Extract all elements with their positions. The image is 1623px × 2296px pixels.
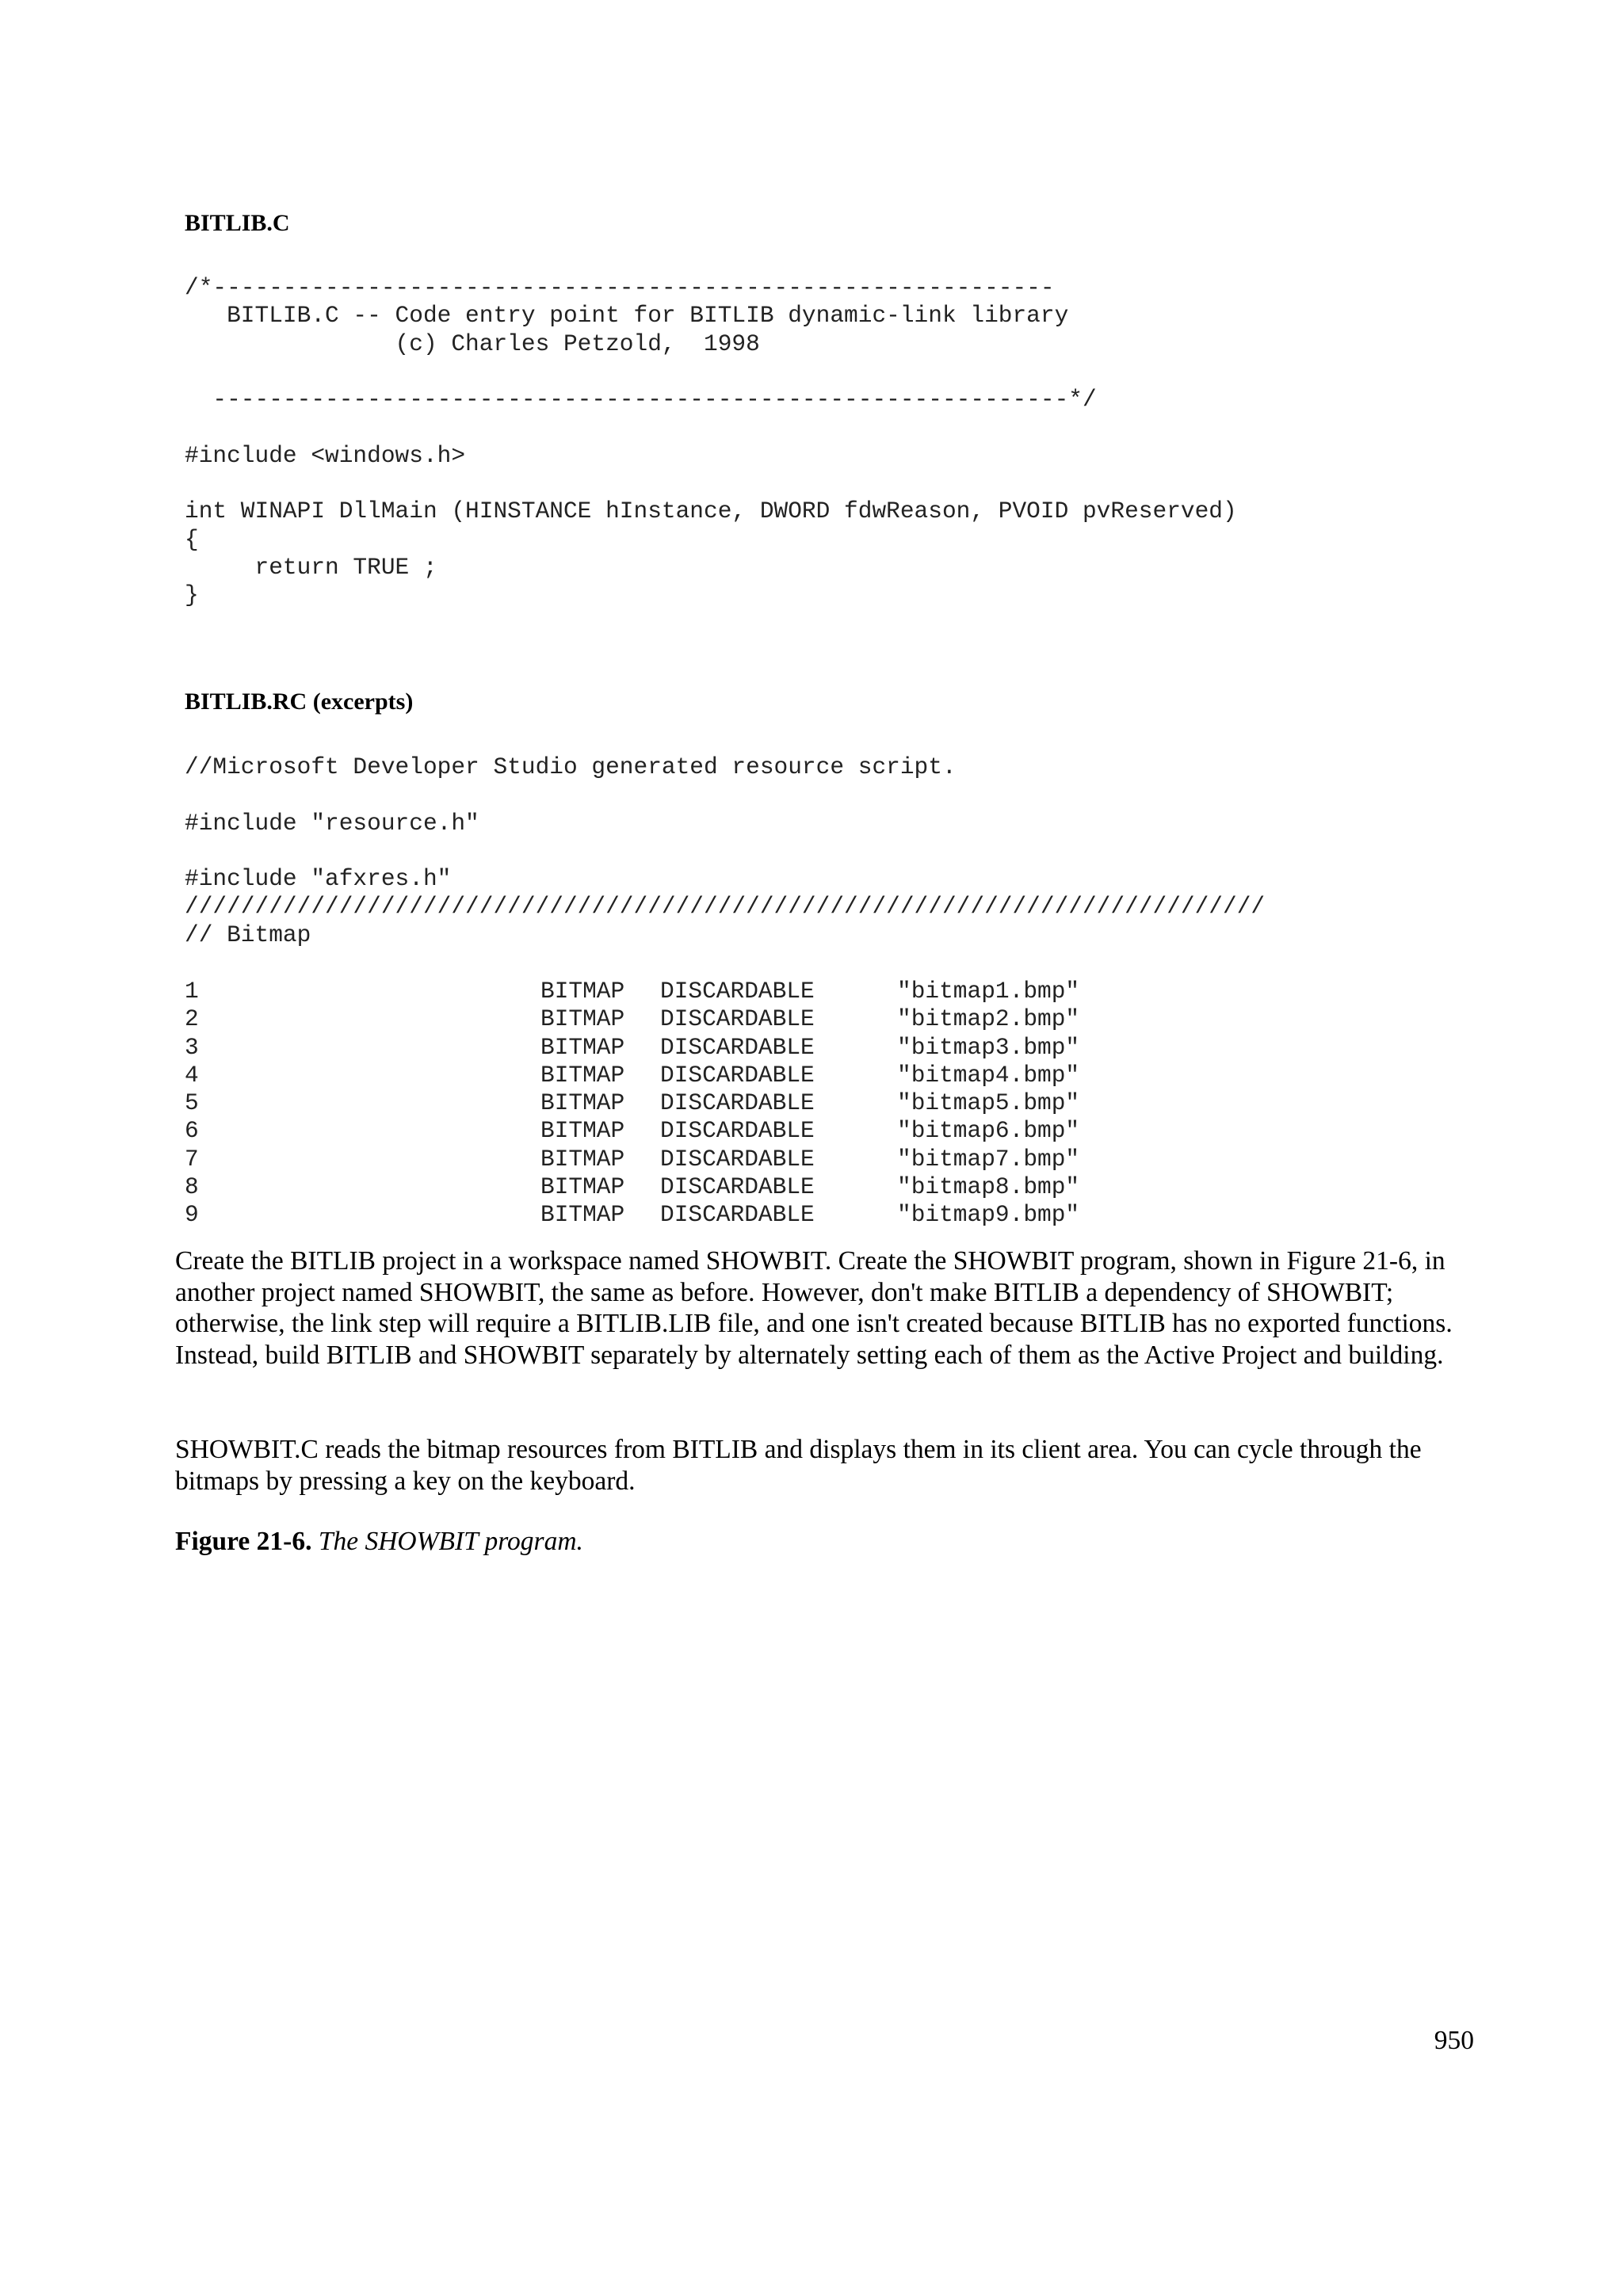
code-line: BITLIB.C -- Code entry point for BITLIB dynamic-link library <box>185 302 1069 330</box>
code-line: #include "resource.h" <box>185 809 479 837</box>
bitmap-id: 3 <box>185 1033 199 1061</box>
bitmap-id: 9 <box>185 1201 199 1229</box>
bitmap-option: DISCARDABLE <box>660 1145 815 1173</box>
bitmap-file: "bitmap4.bmp" <box>897 1061 1080 1089</box>
bitmap-option: DISCARDABLE <box>660 1173 815 1201</box>
code-line: // Bitmap <box>185 921 311 948</box>
bitmap-option: DISCARDABLE <box>660 1201 815 1229</box>
bitmap-id: 6 <box>185 1117 199 1145</box>
bitmap-type: BITMAP <box>540 978 625 1005</box>
code-line <box>185 358 1237 386</box>
bitmap-resource-row <box>185 978 1080 1005</box>
bitmap-resource-row <box>185 1117 1080 1145</box>
bitmap-option: DISCARDABLE <box>660 1033 815 1061</box>
code-line: } <box>185 582 199 609</box>
code-line: #include <windows.h> <box>185 441 466 469</box>
code-line: { <box>185 525 199 553</box>
bitmap-resource-table <box>185 978 1080 1230</box>
code-line <box>185 837 1265 865</box>
code-line <box>185 414 1237 441</box>
bitmap-resource-row <box>185 1005 1080 1033</box>
code-line: ///////////////////////////////////////////////////////////////////////////// <box>185 893 1266 921</box>
bitmap-id: 5 <box>185 1089 199 1117</box>
bitmap-file: "bitmap2.bmp" <box>897 1005 1080 1033</box>
bitlib-c-code-block <box>185 274 1237 610</box>
figure-caption-label: Figure 21-6. <box>175 1527 312 1556</box>
bitmap-resource-row <box>185 1173 1080 1201</box>
bitmap-id: 4 <box>185 1061 199 1089</box>
body-paragraph: Create the BITLIB project in a workspace named SHOWBIT. Create the SHOWBIT program, shown in Figure 21-6, in another project named SHOWBIT, the same as before. However, don't make BITLIB a dependency of SHOWBIT; otherwise, the link step will require a BITLIB.LIB file, and one isn't created because BITLIB has no exported functions. Instead, build BITLIB and SHOWBIT separately by alternately setting each of them as the Active Project and building. <box>175 1246 1453 1370</box>
code-line: //Microsoft Developer Studio generated resource script. <box>185 753 957 780</box>
bitmap-option: DISCARDABLE <box>660 1061 815 1089</box>
bitmap-file: "bitmap7.bmp" <box>897 1145 1080 1173</box>
bitmap-type: BITMAP <box>540 1005 625 1033</box>
bitmap-file: "bitmap8.bmp" <box>897 1173 1080 1201</box>
bitmap-file: "bitmap3.bmp" <box>897 1033 1080 1061</box>
bitlib-rc-heading: BITLIB.RC (excerpts) <box>185 688 414 715</box>
body-paragraph: SHOWBIT.C reads the bitmap resources from BITLIB and displays them in its client area. You can cycle through the bitmaps by pressing a key on the keyboard. <box>175 1435 1422 1496</box>
bitmap-type: BITMAP <box>540 1145 625 1173</box>
bitmap-option: DISCARDABLE <box>660 1089 815 1117</box>
figure-caption-title: The SHOWBIT program. <box>318 1527 583 1556</box>
bitmap-type: BITMAP <box>540 1089 625 1117</box>
page-number: 950 <box>1434 2026 1474 2055</box>
bitmap-file: "bitmap6.bmp" <box>897 1117 1080 1145</box>
bitmap-file: "bitmap1.bmp" <box>897 978 1080 1005</box>
bitmap-id: 2 <box>185 1005 199 1033</box>
bitmap-resource-row <box>185 1145 1080 1173</box>
figure-caption <box>175 1526 583 1558</box>
bitmap-option: DISCARDABLE <box>660 1005 815 1033</box>
bitmap-option: DISCARDABLE <box>660 1117 815 1145</box>
bitlib-rc-code-block <box>185 753 1265 949</box>
code-line: (c) Charles Petzold, 1998 <box>185 330 760 357</box>
bitmap-file: "bitmap9.bmp" <box>897 1201 1080 1229</box>
code-line: -------------------------------------------------------------*/ <box>185 386 1097 414</box>
bitmap-type: BITMAP <box>540 1061 625 1089</box>
bitmap-file: "bitmap5.bmp" <box>897 1089 1080 1117</box>
bitmap-type: BITMAP <box>540 1033 625 1061</box>
bitmap-resource-row <box>185 1201 1080 1229</box>
bitmap-resource-row <box>185 1061 1080 1089</box>
bitmap-resource-row <box>185 1033 1080 1062</box>
bitmap-id: 8 <box>185 1173 199 1201</box>
code-line: /*------------------------------------------------------------ <box>185 274 1055 301</box>
bitmap-resource-row <box>185 1089 1080 1117</box>
bitmap-id: 7 <box>185 1145 199 1173</box>
bitmap-id: 1 <box>185 978 199 1005</box>
code-line <box>185 470 1237 498</box>
bitlib-c-heading: BITLIB.C <box>185 210 290 236</box>
code-line: #include "afxres.h" <box>185 865 452 893</box>
code-line: return TRUE ; <box>185 553 437 581</box>
bitmap-option: DISCARDABLE <box>660 978 815 1005</box>
code-line: int WINAPI DllMain (HINSTANCE hInstance, DWORD fdwReason, PVOID pvReserved) <box>185 498 1237 525</box>
code-line <box>185 781 1265 809</box>
bitmap-type: BITMAP <box>540 1201 625 1229</box>
bitmap-type: BITMAP <box>540 1173 625 1201</box>
bitmap-type: BITMAP <box>540 1117 625 1145</box>
